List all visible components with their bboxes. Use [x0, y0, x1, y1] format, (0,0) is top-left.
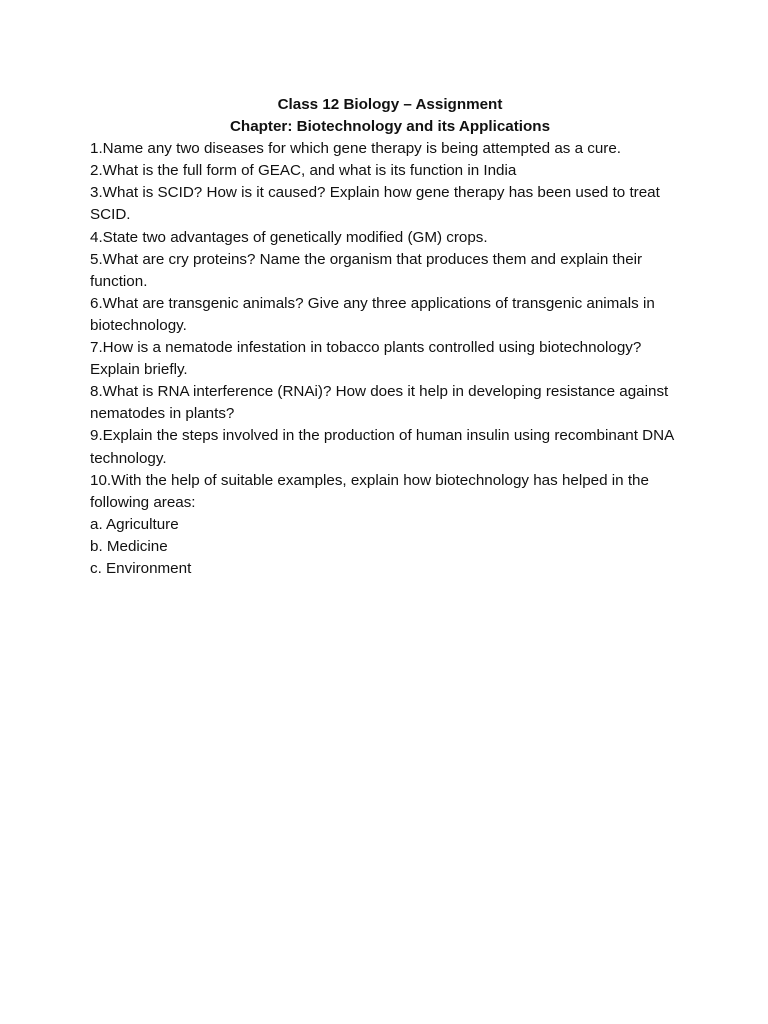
question-1: 1.Name any two diseases for which gene therapy is being attempted as a cure. [90, 140, 622, 158]
document-title: Class 12 Biology – Assignment [277, 96, 503, 113]
chapter-title: Chapter: Biotechnology and its Applications [229, 118, 551, 136]
question-4: 4.State two advantages of genetically modified (GM) crops. [90, 228, 488, 246]
question-6: 6.What are transgenic animals? Give any three applications of transgenic animals in biotechnology. [90, 294, 659, 334]
question-2: 2.What is the full form of GEAC, and what is its function in India [90, 162, 517, 180]
option-environment: c. Environment [90, 559, 192, 577]
question-7: 7.How is a nematode infestation in tobacco plants controlled using biotechnology? Explain briefly. [90, 339, 646, 379]
question-3: 3.What is SCID? How is it caused? Explain how gene therapy has been used to treat SCID. [90, 184, 665, 224]
assignment-content [90, 94, 690, 580]
question-9: 9.Explain the steps involved in the production of human insulin using recombinant DNA technology. [90, 427, 678, 467]
question-5: 5.What are cry proteins? Name the organism that produces them and explain their function. [90, 250, 647, 290]
question-10: 10.With the help of suitable examples, explain how biotechnology has helped in the following areas: [90, 471, 654, 511]
option-medicine: b. Medicine [90, 537, 168, 555]
option-agriculture: a. Agriculture [90, 515, 179, 533]
question-8: 8.What is RNA interference (RNAi)? How does it help in developing resistance against nematodes in plants? [90, 383, 673, 423]
